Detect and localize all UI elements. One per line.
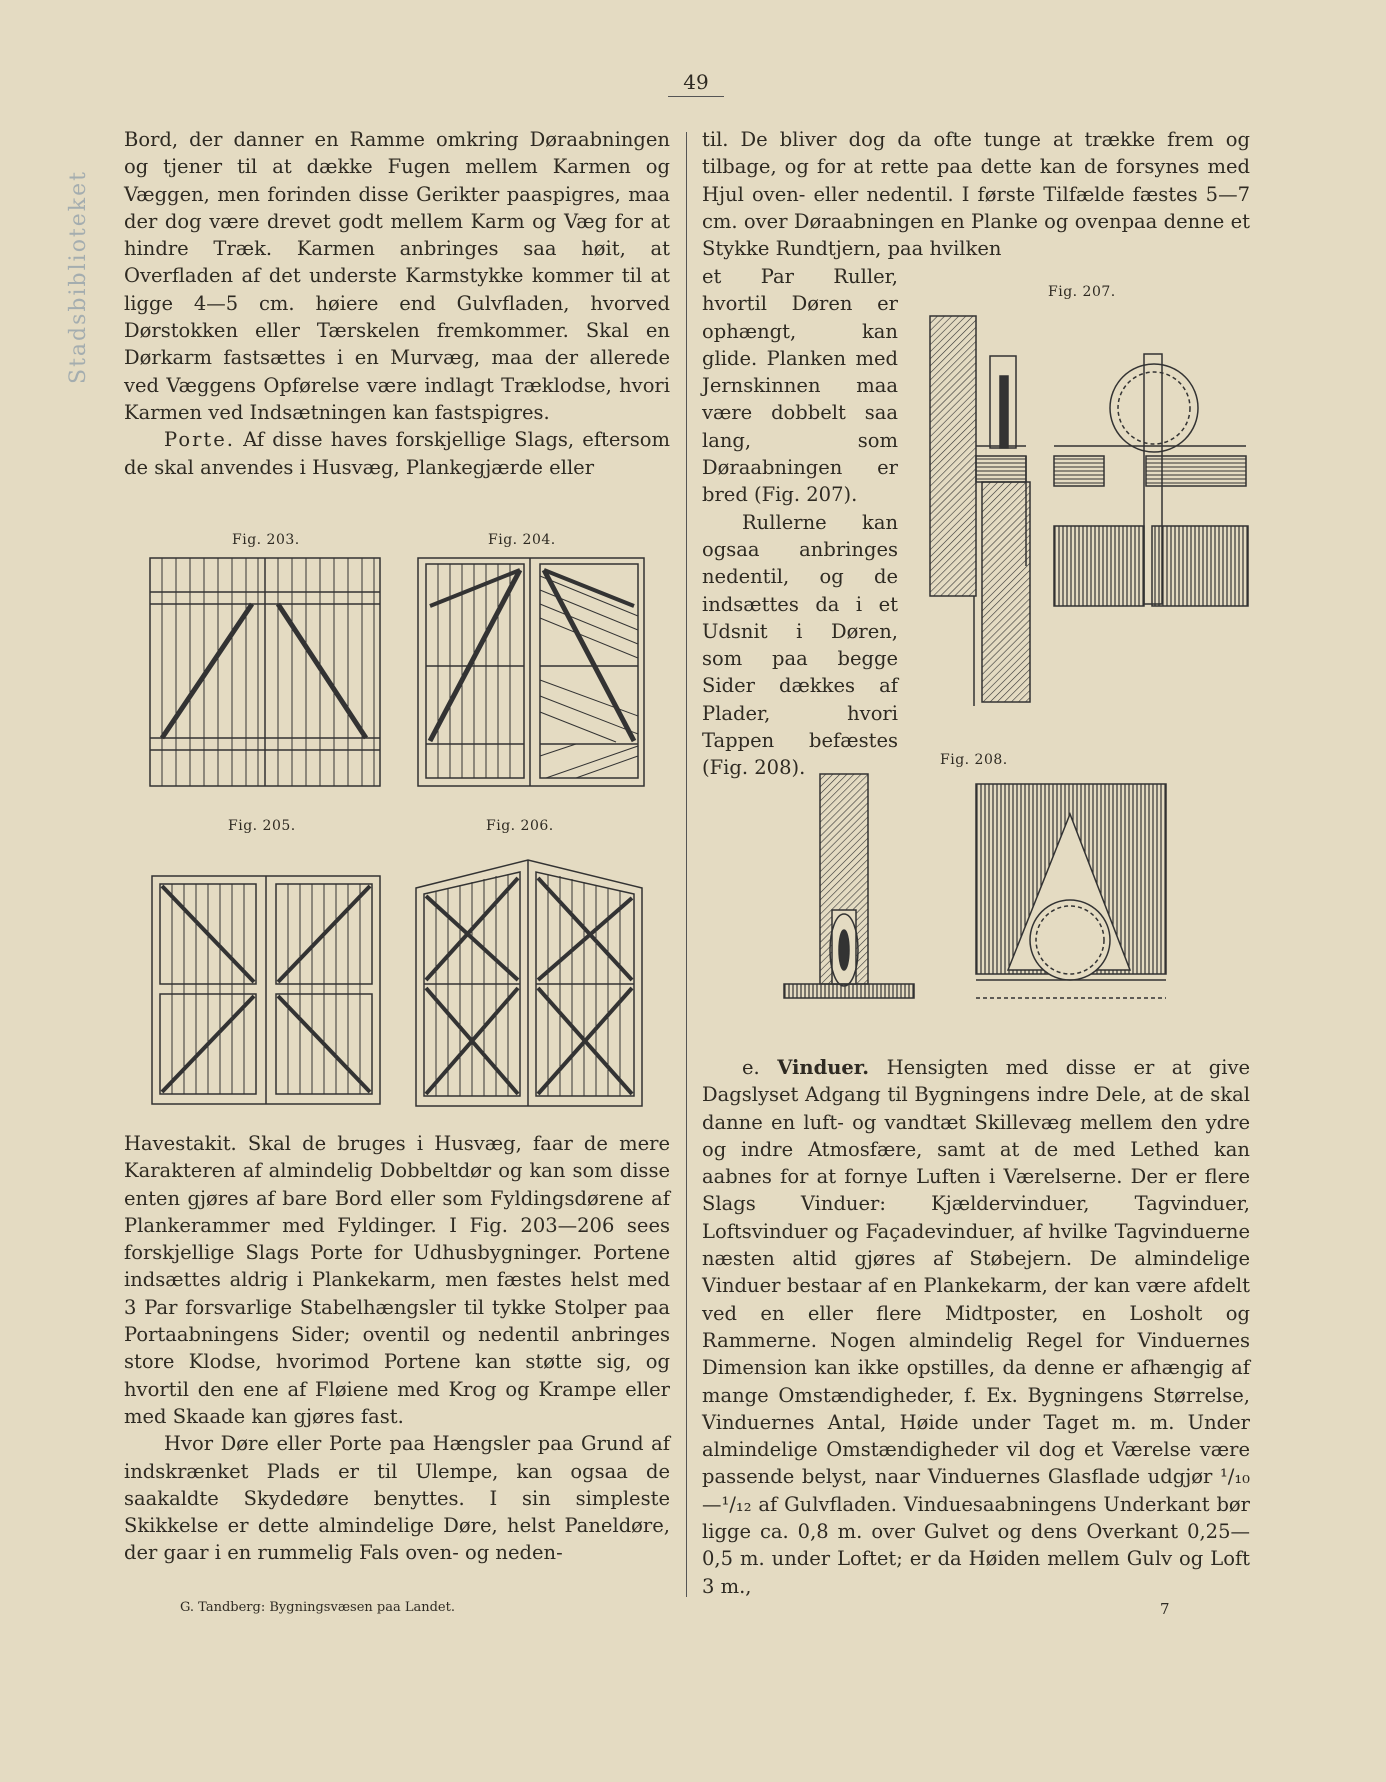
paragraph-text: Hensigten med disse er at give Dagslyset Adgang til Bygningens indre Dele, at de skal danne en luft- og vandtæt Skillevæg mellem den ydre og indre Atmosfære, samt at de med Lethed kan aabnes for at fornye Luften i Værelserne. Der er flere Slags Vinduer: Kjældervinduer, Tagvinduer, Loftsvinduer og Façadevinduer, af hvilke Tagvinduerne næsten altid gjøres af Støbejern. De almindelige Vinduer bestaar af en Plankekarm, der kan være afdelt ved en eller flere Midtposter, en Losholt og Rammerne. Nogen almindelig Regel for Vinduernes Dimension kan ikke opstilles, da denne er afhængig af mange Omstændigheder, f. Ex. Bygningens Størrelse, Vinduernes Antal, Høide under Taget m. m. Under almindelige Omstændigheder vil dog et Værelse være passende belyst, naar Vinduernes Glasflade udgjør ¹/₁₀—¹/₁₂ af Gulvfladen. Vinduesaabningens Underkant bør ligge ca. 0,8 m. over Gulvet og dens Overkant 0,25—0,5 m. under Loftet; er da Høiden mellem Gulv og Loft 3 m.,: [702, 1056, 1251, 1598]
caption-fig206: Fig. 206.: [486, 818, 554, 834]
figure-207: [926, 306, 1252, 706]
footer-author: G. Tandberg: Bygningsvæsen paa Landet.: [180, 1600, 455, 1615]
section-heading: Porte.: [164, 428, 235, 452]
figure-208: [780, 770, 1180, 1010]
paragraph: Hvor Døre eller Porte paa Hængsler paa Grund af indskrænket Plads er til Ulempe, kan ogsaa de saakaldte Skydedøre benyttes. I sin simpleste Skikkelse er dette almindelige Døre, helst Paneldøre, der gaar i en rummelig Fals oven- og neden-: [124, 1432, 670, 1565]
caption-fig205: Fig. 205.: [228, 818, 296, 834]
left-column-top: [124, 126, 670, 481]
paragraph-vinduer: [702, 1054, 1250, 1600]
caption-fig208: Fig. 208.: [940, 752, 1008, 768]
column-divider: [686, 132, 687, 1597]
left-column-bottom: [124, 1130, 670, 1567]
figure-206: [414, 858, 644, 1108]
section-heading: Vinduer.: [777, 1056, 870, 1079]
paragraph: Havestakit. Skal de bruges i Husvæg, faar de mere Karakteren af almindelig Dobbeltdør og kan som disse enten gjøres af bare Bord eller som Fyldingsdørene af Plankerammer med Fyldinger. I Fig. 203—206 sees forskjellige Slags Porte for Udhusbygninger. Portene indsættes aldrig i Plankekarm, men fæstes helst med 3 Par forsvarlige Stabelhængsler til tykke Stolper paa Portaabningens Sider; oventil og nedentil anbringes store Klodse, hvorimod Portene kan støtte sig, og hvortil den ene af Fløiene med Krog og Krampe eller med Skaade kan gjøres fast.: [124, 1132, 670, 1428]
figure-205: [150, 874, 384, 1108]
section-label: e.: [742, 1056, 760, 1079]
right-column-top: [702, 126, 1250, 262]
caption-fig207: Fig. 207.: [1048, 284, 1116, 300]
paragraph: Bord, der danner en Ramme omkring Døraabningen og tjener til at dække Fugen mellem Karmen og Væggen, men forinden disse Gerikter paaspigres, maa der dog være drevet godt mellem Karm og Væg for at hindre Træk. Karmen anbringes saa høit, at Overfladen af det underste Karmstykke kommer til at ligge 4—5 cm. høiere end Gulvfladen, hvorved Dørstokken eller Tærskelen fremkommer. Skal en Dørkarm fastsættes i en Murvæg, maa der allerede ved Væggens Opførelse være indlagt Træklodse, hvori Karmen ved Indsætningen kan fastspigres.: [124, 128, 670, 424]
caption-fig204: Fig. 204.: [488, 532, 556, 548]
caption-fig203: Fig. 203.: [232, 532, 300, 548]
library-stamp: Stadsbiblioteket: [66, 170, 91, 384]
paragraph-text: Af disse haves forskjellige Slags, eftersom de skal anvendes i Husvæg, Plankegjærde eller: [124, 428, 670, 479]
page-number: 49: [668, 70, 724, 97]
paragraph: et Par Ruller, hvortil Døren er ophængt, kan glide. Planken med Jernskinnen maa være dobbelt saa lang, som Døraabningen er bred (Fig. 207).: [702, 265, 898, 507]
paragraph: Rullerne kan ogsaa anbringes nedentil, og de indsættes da i et Udsnit i Døren, som paa begge Sider dækkes af Plader, hvori Tappen befæstes (Fig. 208).: [702, 510, 898, 780]
paragraph-porte: [124, 426, 670, 481]
figure-204: [416, 556, 646, 788]
figure-203: [148, 556, 384, 788]
paragraph: til. De bliver dog da ofte tunge at trække frem og tilbage, og for at rette paa dette kan de forsynes med Hjul oven- eller nedentil. I første Tilfælde fæstes 5—7 cm. over Døraabningen en Planke og ovenpaa denne et Stykke Rundtjern, paa hvilken: [702, 128, 1250, 261]
footer-signature: 7: [1160, 1600, 1170, 1618]
right-column-narrow: [702, 263, 898, 782]
right-column-bottom: [702, 1054, 1250, 1600]
